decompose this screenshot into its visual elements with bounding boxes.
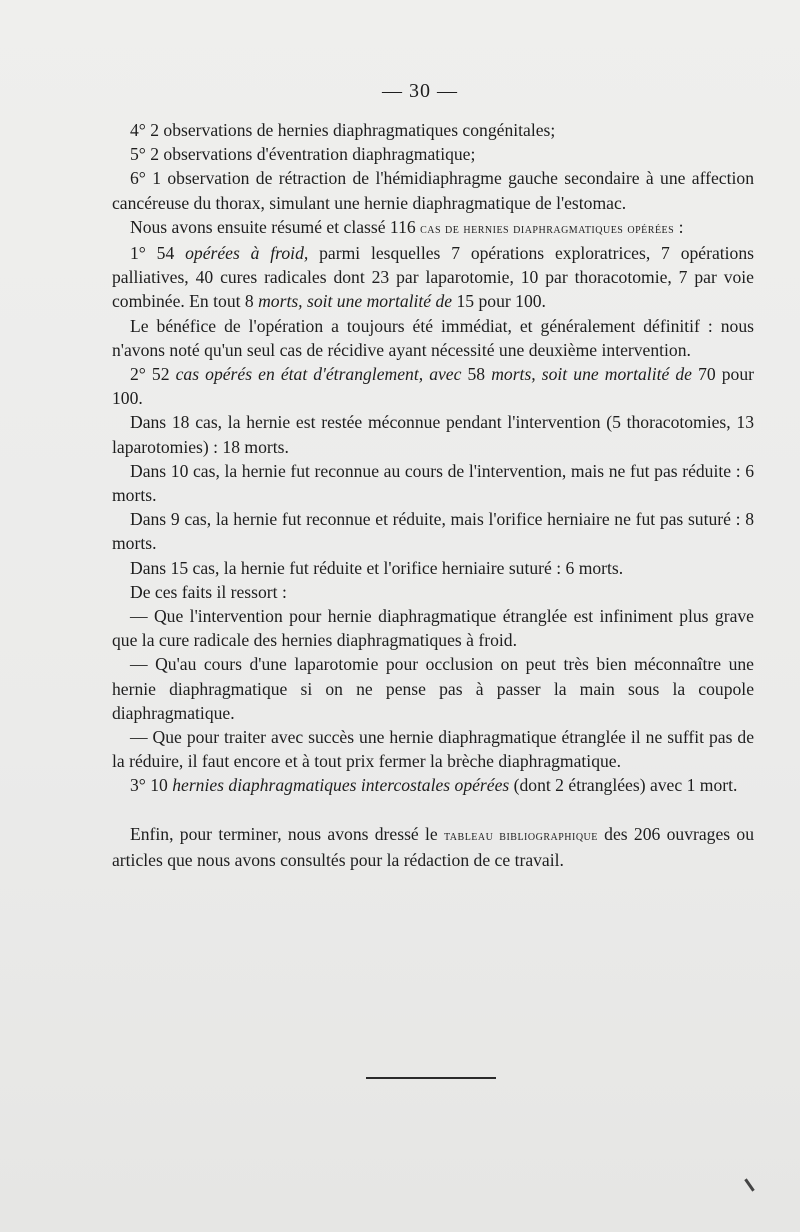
final-paragraph	[112, 822, 754, 872]
strangled-italic-1: cas opérés en état d'étranglement, avec	[175, 364, 462, 385]
conclusion-intro: De ces faits il ressort :	[130, 581, 287, 602]
cold-italic-2: morts, soit une mortalité de	[258, 291, 453, 312]
intercostal-num: 3° 10	[130, 775, 173, 796]
cold-operations	[112, 241, 754, 314]
summary-intro-smallcaps: cas de hernies diaphragmatiques opérées	[420, 220, 675, 237]
strangled-end: 70 pour 100.	[112, 364, 755, 409]
text-body	[112, 118, 754, 872]
summary-intro-post: :	[674, 216, 684, 237]
strangled-operations	[112, 362, 754, 410]
cold-num: 1° 54	[130, 243, 186, 264]
conclusion-item: — Que pour traiter avec succès une hernie diaphragmatique étranglée il ne suffit pas de la réduire, il faut encore et à tout prix fermer la brèche diaphragmatique.	[112, 727, 754, 772]
summary-intro-pre: Nous avons ensuite résumé et classé 116	[130, 216, 421, 237]
final-post: des 206 ouvrages ou articles que nous avons consultés pour la rédaction de ce travail.	[112, 823, 754, 870]
case-paragraph: Dans 10 cas, la hernie fut reconnue au cours de l'intervention, mais ne fut pas réduite : 6 morts.	[112, 460, 754, 506]
intercostal-italic: hernies diaphragmatiques intercostales opérées	[172, 775, 510, 796]
case-paragraph: Dans 9 cas, la hernie fut reconnue et réduite, mais l'orifice herniaire ne fut pas suturé : 8 morts.	[112, 509, 754, 554]
final-pre: Enfin, pour terminer, nous avons dressé le	[130, 823, 444, 844]
summary-intro	[112, 215, 754, 241]
case-paragraph: Dans 15 cas, la hernie fut réduite et l'orifice herniaire suturé : 6 morts.	[130, 557, 624, 578]
conclusion-item: — Que l'intervention pour hernie diaphragmatique étranglée est infiniment plus grave que la cure radicale des hernies diaphragmatiques à froid.	[112, 606, 754, 651]
list-item-retraction: 6° 1 observation de rétraction de l'hémidiaphragme gauche secondaire à une affection cancéreuse du thorax, simulant une hernie diaphragmatique de l'estomac.	[112, 168, 754, 213]
strangled-mid: 58	[461, 364, 492, 385]
final-smallcaps: tableau bibliographique	[444, 827, 598, 844]
list-item-congenital: 4° 2 observations de hernies diaphragmatiques congénitales;	[130, 120, 556, 140]
list-item-eventration: 5° 2 observations d'éventration diaphragmatique;	[130, 144, 476, 165]
cold-end: 15 pour 100.	[452, 291, 546, 312]
end-rule	[366, 1077, 496, 1079]
strangled-italic-2: morts, soit une mortalité de	[491, 364, 692, 385]
stray-mark	[744, 1178, 754, 1191]
case-paragraph: Dans 18 cas, la hernie est restée méconnue pendant l'intervention (5 thoracotomies, 13 laparotomies) : 18 morts.	[112, 412, 754, 457]
intercostal-operations	[112, 773, 754, 797]
page-number: — 30 —	[382, 80, 458, 102]
conclusion-item: — Qu'au cours d'une laparotomie pour occlusion on peut très bien méconnaître une hernie diaphragmatique si on ne pense pas à passer la main sous la coupole diaphragmatique.	[112, 654, 754, 723]
intercostal-end: (dont 2 étranglées) avec 1 mort.	[509, 775, 738, 796]
benefit-paragraph: Le bénéfice de l'opération a toujours été immédiat, et généralement définitif : nous n'avons noté qu'un seul cas de récidive ayant nécessité une deuxième intervention.	[112, 315, 754, 360]
cold-mid: parmi lesquelles 7 opérations exploratrices, 7 opérations palliatives, 40 cures radicales dont 23 par laparotomie, 10 par thoracotomie, 7 par voie combinée. En tout 8	[112, 243, 754, 312]
paragraph-gap	[112, 798, 754, 822]
cold-italic-1: opérées à froid,	[185, 243, 309, 264]
strangled-num: 2° 52	[130, 364, 176, 385]
